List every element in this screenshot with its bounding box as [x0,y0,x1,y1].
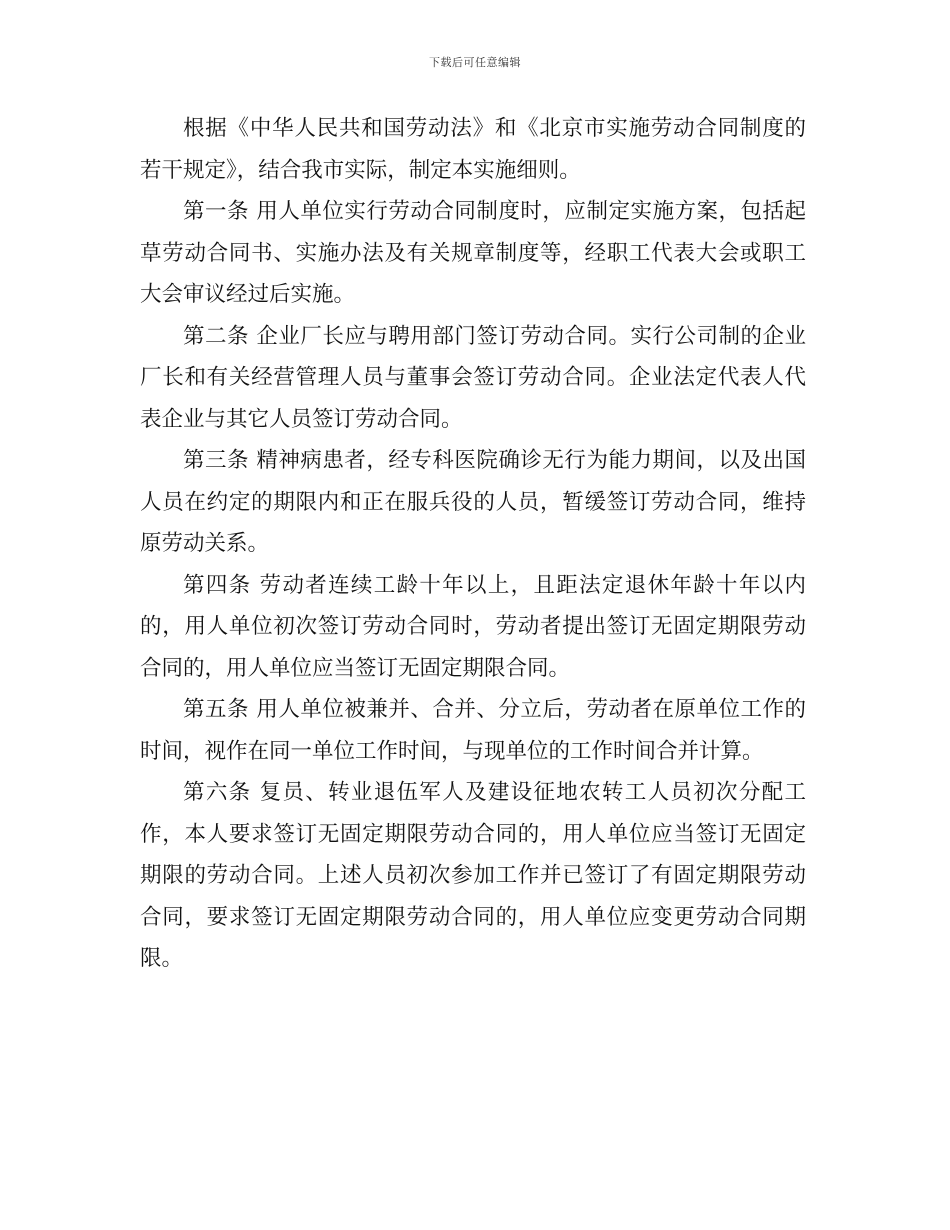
paragraph-article-4: 第四条 劳动者连续工龄十年以上，且距法定退休年龄十年以内的，用人单位初次签订劳动合同时，劳动者提出签订无固定期限劳动合同的，用人单位应当签订无固定期限合同。 [140,572,806,681]
header-note: 下载后可任意编辑 [429,56,521,69]
paragraph-article-6: 第六条 复员、转业退伍军人及建设征地农转工人员初次分配工作，本人要求签订无固定期限劳动合同的，用人单位应当签订无固定期限的劳动合同。上述人员初次参加工作并已签订了有固定期限劳动合同，要求签订无固定期限劳动合同的，用人单位应变更劳动合同期限。 [140,780,806,971]
paragraph-preamble: 根据《中华人民共和国劳动法》和《北京市实施劳动合同制度的若干规定》，结合我市实际，制定本实施细则。 [140,116,806,183]
paragraph-article-5: 第五条 用人单位被兼并、合并、分立后，劳动者在原单位工作的时间，视作在同一单位工作时间，与现单位的工作时间合并计算。 [140,697,806,764]
paragraph-article-1: 第一条 用人单位实行劳动合同制度时，应制定实施方案，包括起草劳动合同书、实施办法及有关规章制度等，经职工代表大会或职工大会审议经过后实施。 [140,199,806,307]
paragraph-article-2: 第二条 企业厂长应与聘用部门签订劳动合同。实行公司制的企业厂长和有关经营管理人员与董事会签订劳动合同。企业法定代表人代表企业与其它人员签订劳动合同。 [140,323,806,432]
document-body [140,108,806,980]
paragraph-article-3: 第三条 精神病患者，经专科医院确诊无行为能力期间，以及出国人员在约定的期限内和正在服兵役的人员，暂缓签订劳动合同，维持原劳动关系。 [140,448,806,556]
